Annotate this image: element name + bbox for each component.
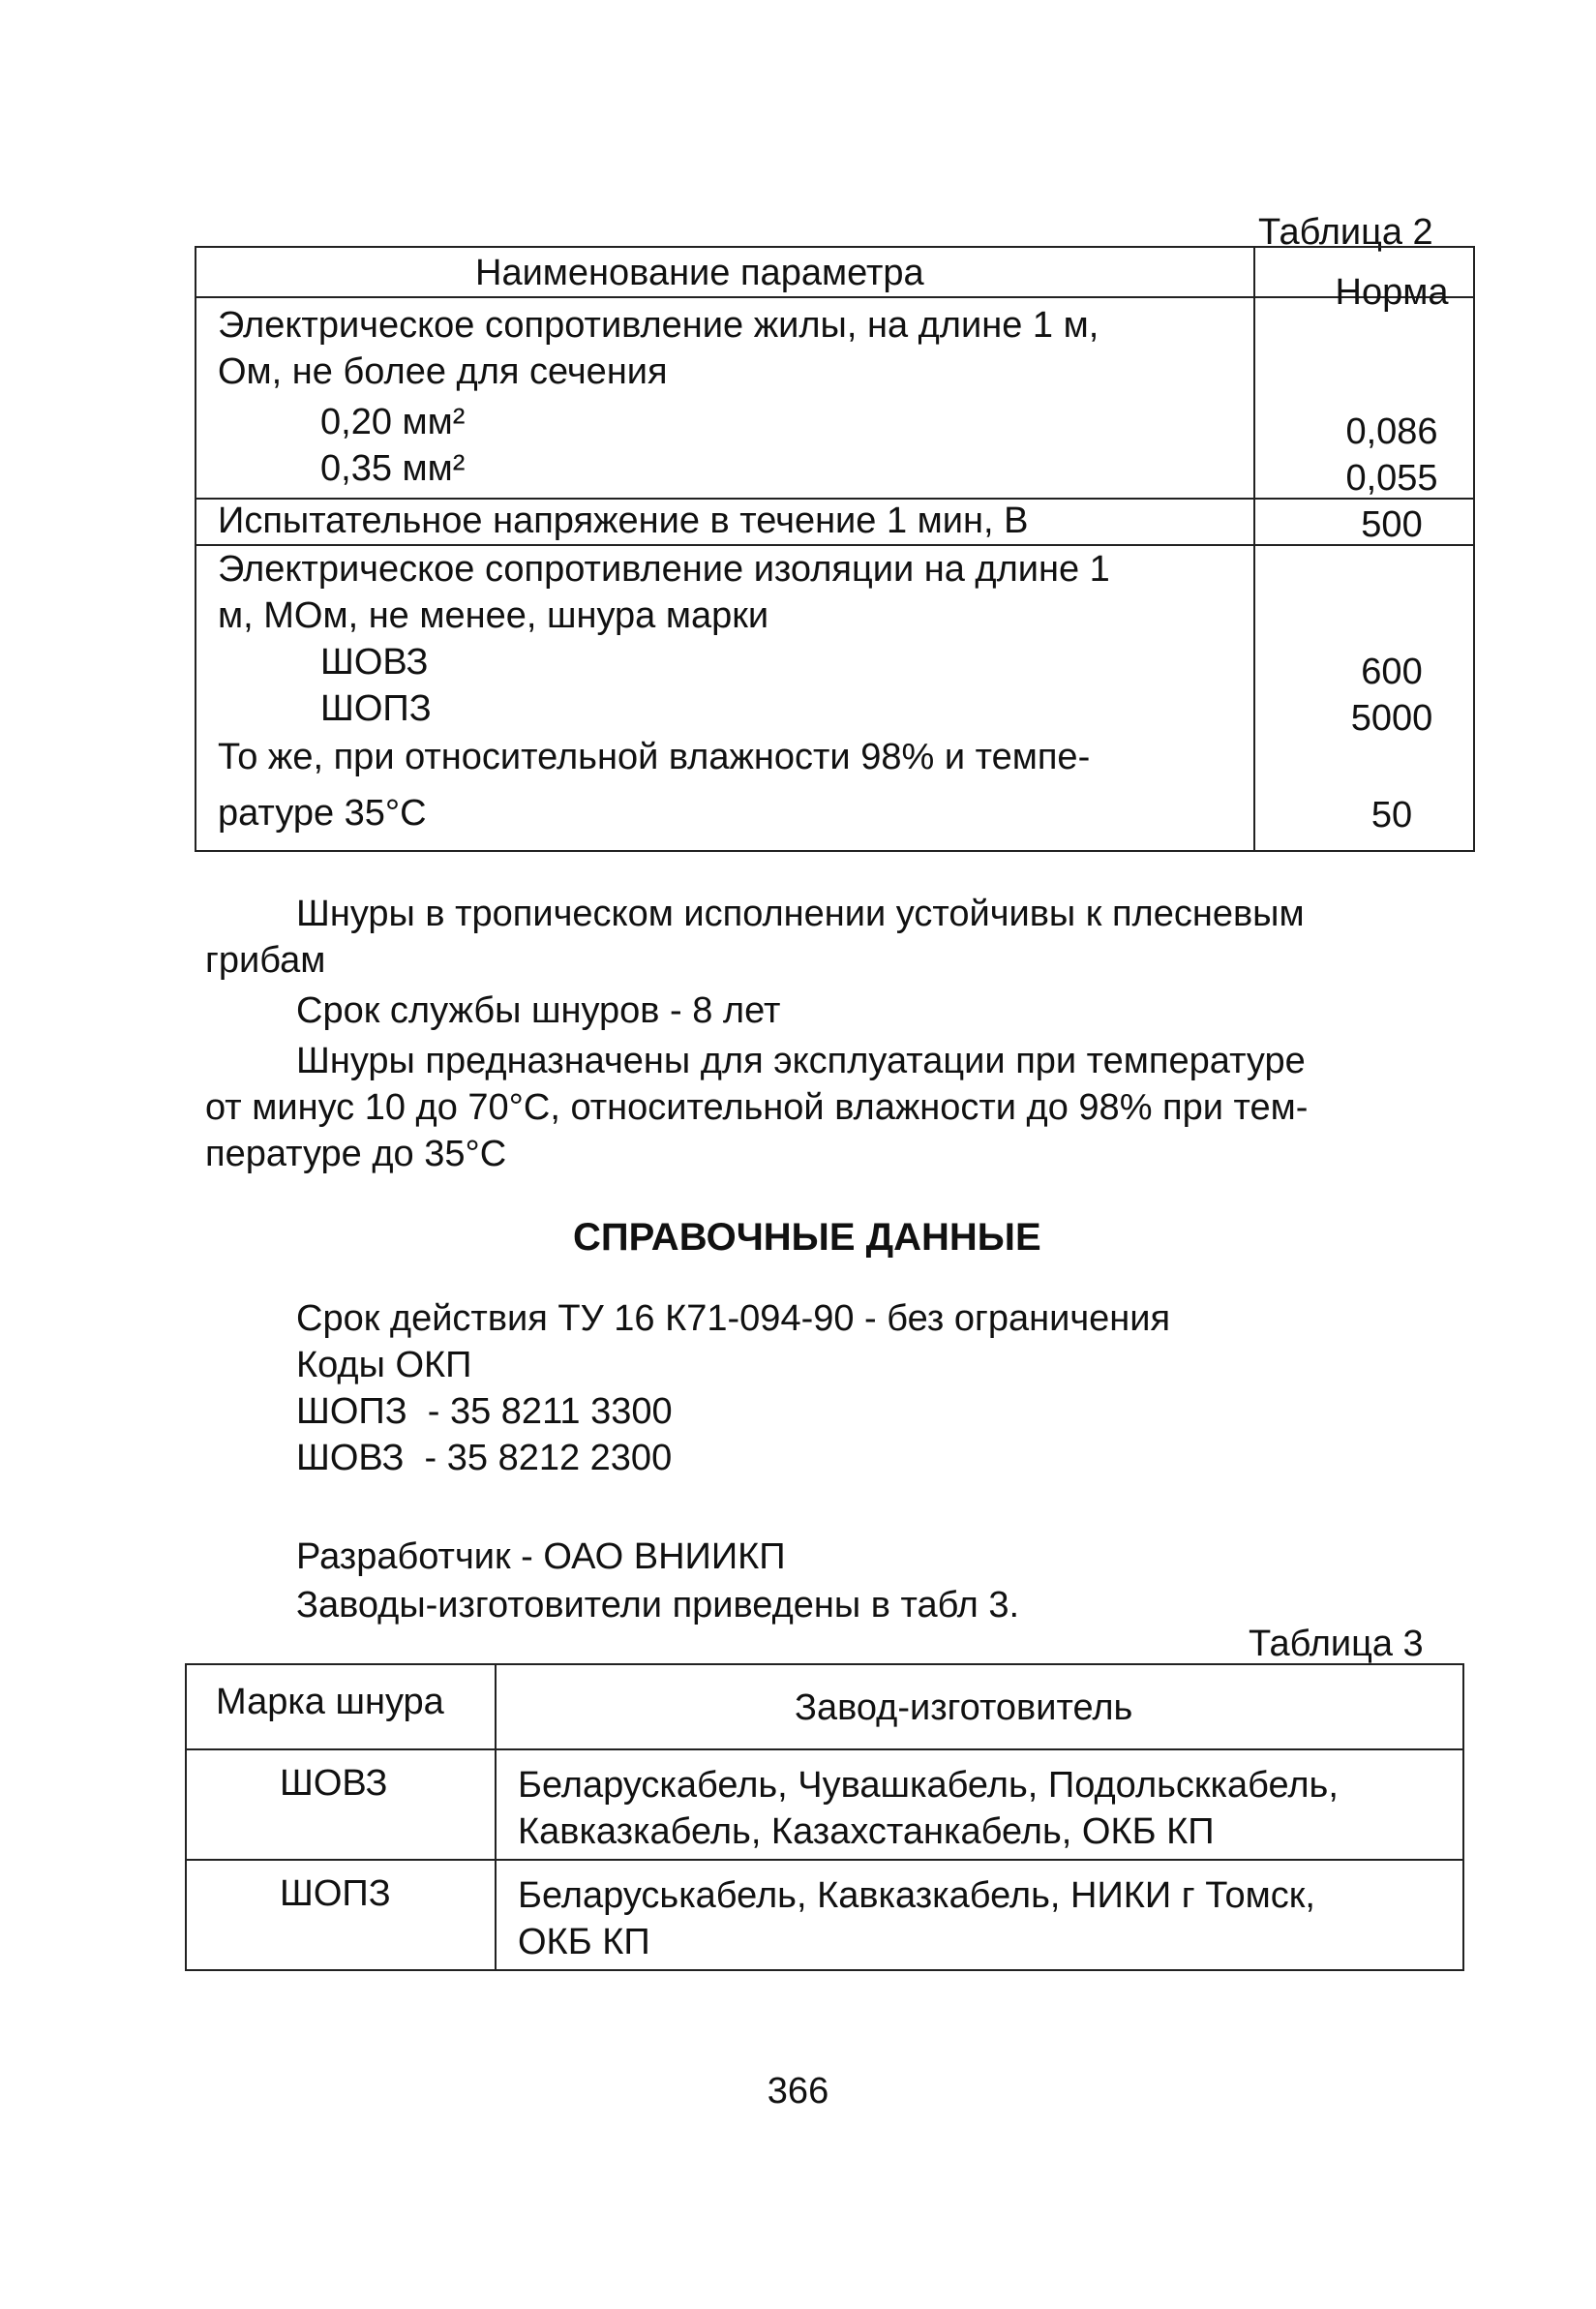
table3-header-divider	[187, 1748, 1462, 1750]
paragraph-operation-line3: пературе до 35°С	[205, 1134, 507, 1174]
table3-row-divider	[187, 1859, 1462, 1861]
page-number: 366	[767, 2071, 829, 2112]
table2-row2-label: Испытательное напряжение в течение 1 мин, В	[218, 501, 1029, 541]
table3-column-divider	[495, 1665, 497, 1969]
table3-row2-factory-line1: Беларуськабель, Кавказкабель, НИКИ г Томск,	[518, 1875, 1315, 1916]
table3-caption: Таблица 3	[1249, 1624, 1424, 1664]
paragraph-operation-line1: Шнуры предназначены для эксплуатации при температуре	[296, 1041, 1306, 1081]
paragraph-operation-line2: от минус 10 до 70°С, относительной влажности до 98% при тем-	[205, 1087, 1309, 1128]
table2-row1-sub2: 0,35 мм²	[320, 448, 466, 489]
table3-row1-brand: ШОВЗ	[280, 1763, 388, 1804]
table2-row3-norm2: 5000	[1350, 698, 1433, 739]
reference-validity: Срок действия ТУ 16 К71-094-90 - без ограничения	[296, 1298, 1171, 1339]
reference-developer: Разработчик - ОАО ВНИИКП	[296, 1536, 786, 1577]
reference-okp-shopz: ШОПЗ - 35 8211 3300	[296, 1391, 673, 1432]
table3	[185, 1663, 1464, 1971]
table3-header-factory: Завод-изготовитель	[795, 1687, 1133, 1728]
table2-row1-norm2: 0,055	[1345, 458, 1438, 499]
table2-header-norm: Норма	[1335, 272, 1449, 313]
table2-row3-norm1: 600	[1361, 652, 1423, 692]
table2-row3-sub2: ШОПЗ	[320, 688, 432, 729]
table2-row3-line2: м, МОм, не менее, шнура марки	[218, 595, 769, 636]
table2-caption: Таблица 2	[1258, 212, 1433, 253]
table2-header-param: Наименование параметра	[475, 253, 924, 293]
table2-row3-extra2: ратуре 35°С	[218, 793, 427, 834]
table3-header-brand: Марка шнура	[216, 1682, 444, 1722]
paragraph-service-life: Срок службы шнуров - 8 лет	[296, 990, 781, 1031]
table2-column-divider	[1253, 248, 1255, 850]
table2-row3-sub1: ШОВЗ	[320, 642, 429, 683]
table2-row3-extra-norm: 50	[1370, 795, 1413, 835]
paragraph-tropical-line1: Шнуры в тропическом исполнении устойчивы к плесневым	[296, 894, 1305, 934]
reference-okp-title: Коды ОКП	[296, 1345, 472, 1385]
table2-row3-line1: Электрическое сопротивление изоляции на длине 1	[218, 549, 1110, 590]
table3-row2-brand: ШОПЗ	[280, 1873, 391, 1914]
reference-heading: СПРАВОЧНЫЕ ДАННЫЕ	[573, 1216, 1041, 1259]
table2	[195, 246, 1475, 852]
table3-row2-factory-line2: ОКБ КП	[518, 1922, 650, 1962]
table2-row2-norm: 500	[1361, 504, 1423, 545]
table2-row1-sub1: 0,20 мм²	[320, 402, 466, 442]
reference-okp-shovz: ШОВЗ - 35 8212 2300	[296, 1438, 673, 1478]
reference-manufacturers: Заводы-изготовители приведены в табл 3.	[296, 1585, 1020, 1625]
table2-row3-extra1: То же, при относительной влажности 98% и темпе-	[218, 737, 1091, 777]
table2-row1-line1: Электрическое сопротивление жилы, на длине 1 м,	[218, 305, 1099, 346]
table3-row1-factory-line2: Кавказкабель, Казахстанкабель, ОКБ КП	[518, 1811, 1215, 1852]
table2-row1-line2: Ом, не более для сечения	[218, 351, 668, 392]
table3-row1-factory-line1: Беларускабель, Чувашкабель, Подольсккабель,	[518, 1765, 1339, 1806]
paragraph-tropical-line2: грибам	[205, 940, 326, 981]
table2-row1-norm1: 0,086	[1345, 411, 1438, 452]
